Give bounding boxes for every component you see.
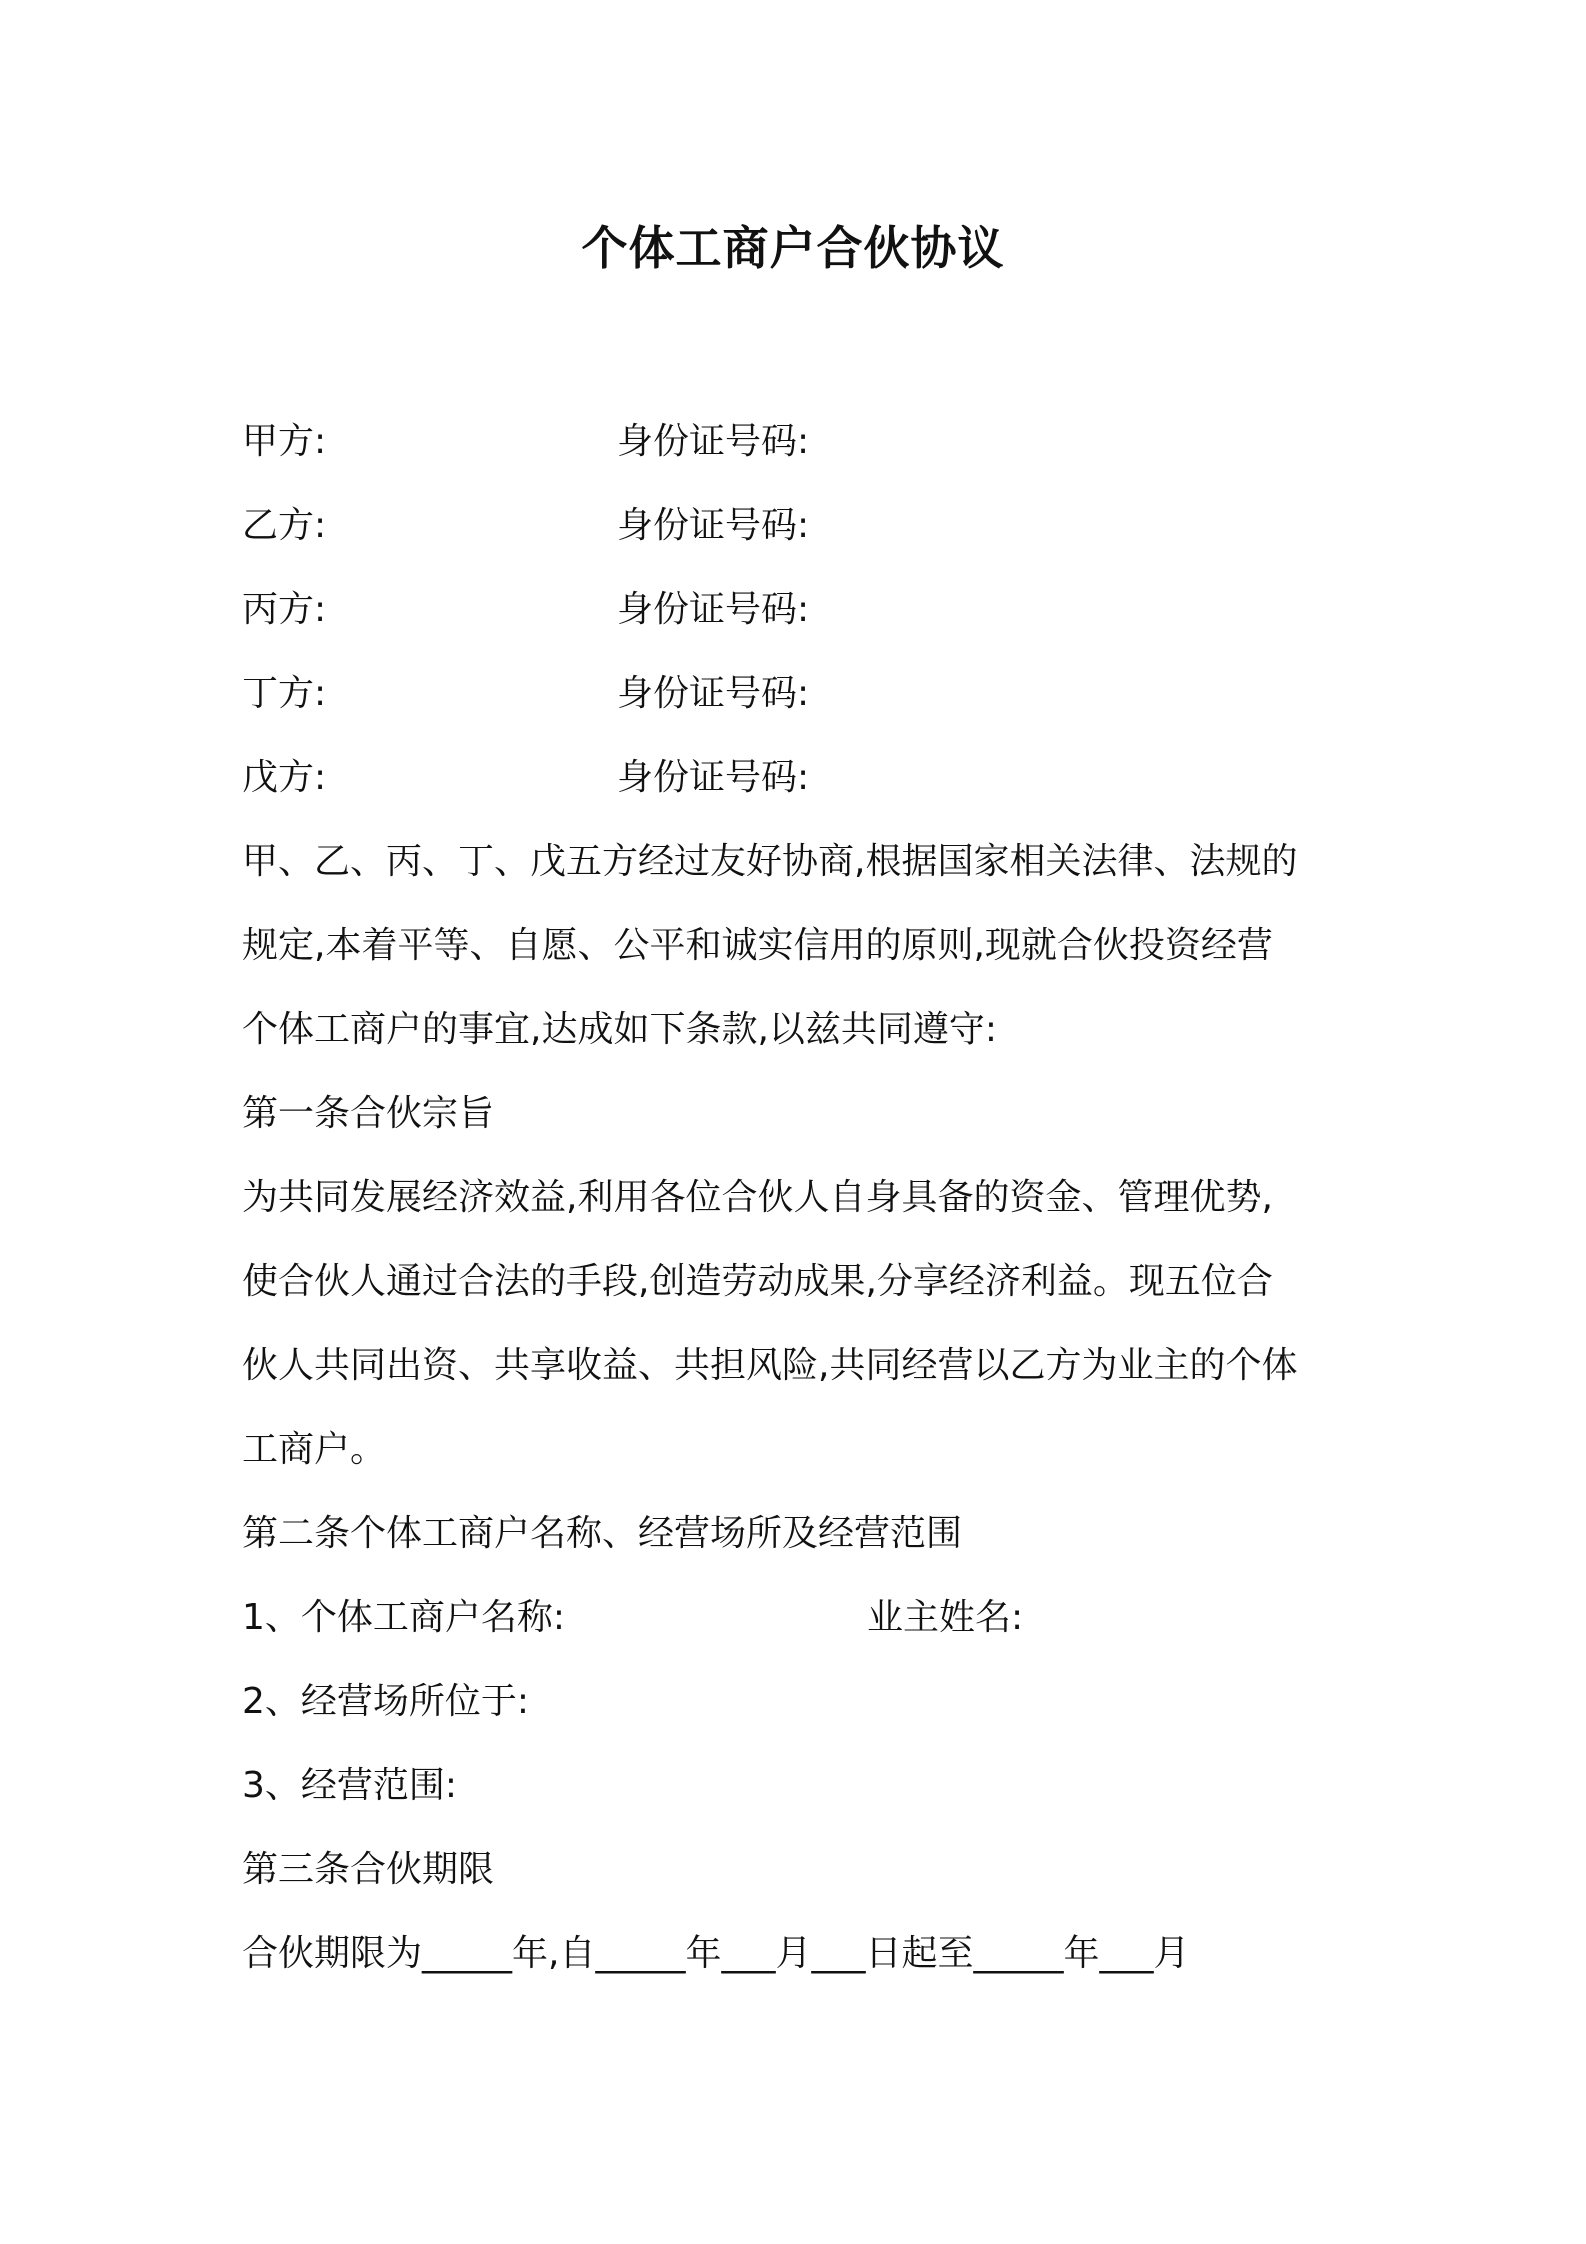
- party-label: 丁方:: [242, 673, 327, 714]
- article3-line: 合伙期限为_____年,自_____年___月___日起至_____年___月: [242, 1933, 1190, 1974]
- intro-line: 规定,本着平等、自愿、公平和诚实信用的原则,现就合伙投资经营: [242, 925, 1273, 966]
- party-row-e: [242, 736, 1362, 820]
- party-row-d: [242, 652, 1362, 736]
- article2-item2: 2、经营场所位于:: [242, 1681, 530, 1722]
- article1-heading: 第一条合伙宗旨: [242, 1093, 495, 1134]
- business-name-label: 1、个体工商户名称:: [242, 1597, 566, 1638]
- article3-heading: 第三条合伙期限: [242, 1849, 495, 1890]
- article2-heading: 第二条个体工商户名称、经营场所及经营范围: [242, 1513, 963, 1554]
- id-number-label: 身份证号码:: [617, 505, 810, 546]
- party-label: 丙方:: [242, 589, 327, 630]
- party-label: 乙方:: [242, 505, 327, 546]
- intro-line: 个体工商户的事宜,达成如下条款,以兹共同遵守:: [242, 1009, 998, 1050]
- intro-line: 甲、乙、丙、丁、戊五方经过友好协商,根据国家相关法律、法规的: [242, 841, 1298, 882]
- party-row-b: [242, 484, 1362, 568]
- id-number-label: 身份证号码:: [617, 757, 810, 798]
- document-body: [242, 400, 1362, 1996]
- document-title: 个体工商户合伙协议: [581, 221, 1005, 275]
- party-row-c: [242, 568, 1362, 652]
- id-number-label: 身份证号码:: [617, 673, 810, 714]
- owner-name-label: 业主姓名:: [867, 1597, 1024, 1638]
- article1-line: 工商户。: [242, 1429, 387, 1470]
- party-row-a: [242, 400, 1362, 484]
- article1-line: 伙人共同出资、共享收益、共担风险,共同经营以乙方为业主的个体: [242, 1345, 1298, 1386]
- party-label: 戊方:: [242, 757, 327, 798]
- id-number-label: 身份证号码:: [617, 589, 810, 630]
- article2-item1: [242, 1576, 1362, 1660]
- party-label: 甲方:: [242, 421, 327, 462]
- article1-line: 使合伙人通过合法的手段,创造劳动成果,分享经济利益。现五位合: [242, 1261, 1273, 1302]
- id-number-label: 身份证号码:: [617, 421, 810, 462]
- article1-line: 为共同发展经济效益,利用各位合伙人自身具备的资金、管理优势,: [242, 1177, 1273, 1218]
- article2-item3: 3、经营范围:: [242, 1765, 458, 1806]
